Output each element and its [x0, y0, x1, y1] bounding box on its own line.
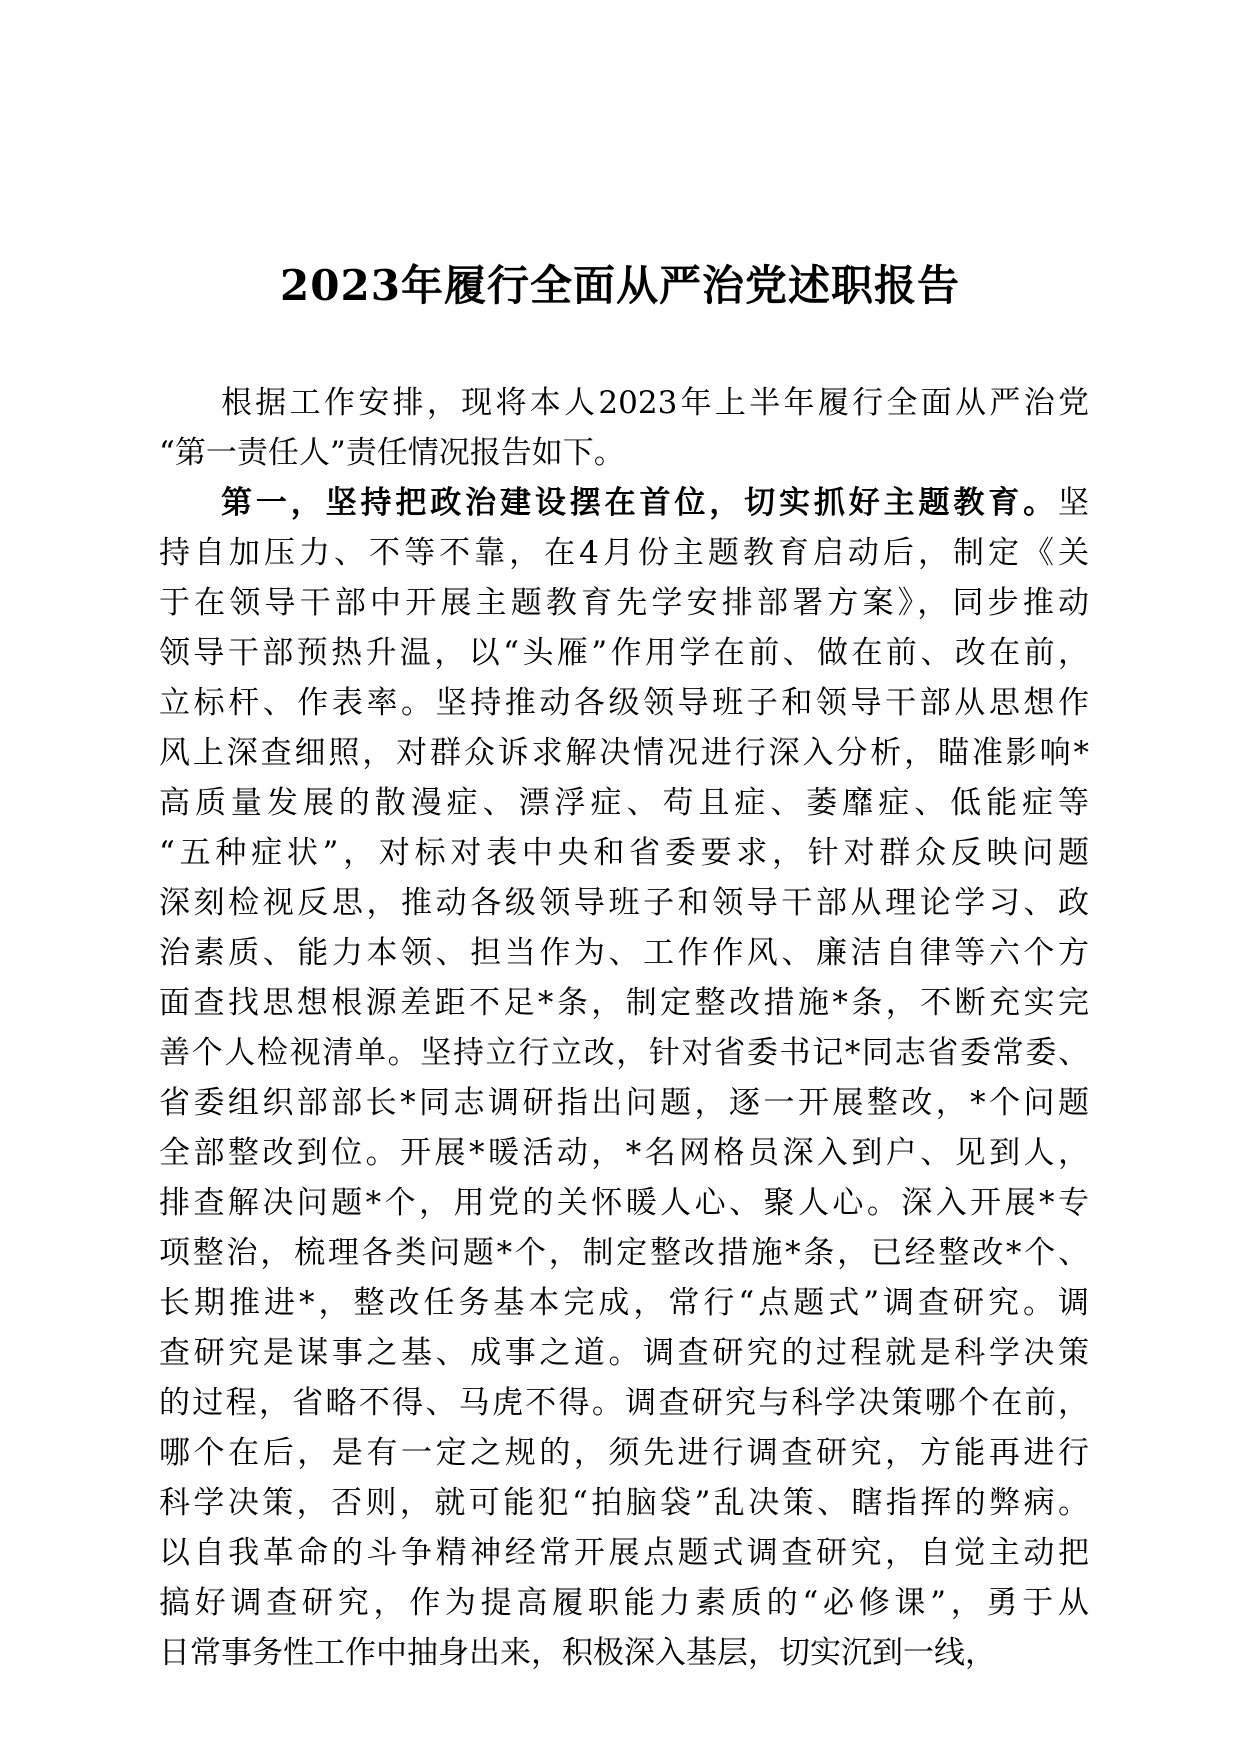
paragraph-2-line-16: 项整治，梳理各类问题*个，制定整改措施*条，已经整改*个、	[159, 1235, 1089, 1271]
paragraph-1-line-1: 根据工作安排，现将本人2023年上半年履行全面从严治党	[221, 385, 1089, 421]
paragraph-2-line-13: 省委组织部部长*同志调研指出问题，逐一开展整改，*个问题	[159, 1085, 1089, 1121]
paragraph-1-line-2: “第一责任人”责任情况报告如下。	[159, 435, 625, 471]
paragraph-2-line-24: 日常事务性工作中抽身出来，积极深入基层，切实沉到一线，	[159, 1635, 996, 1671]
paragraph-2-line-22: 以自我革命的斗争精神经常开展点题式调查研究，自觉主动把	[159, 1535, 1089, 1571]
paragraph-2-line-12: 善个人检视清单。坚持立行立改，针对省委书记*同志省委常委、	[159, 1035, 1089, 1071]
paragraph-2-line-3: 于在领导干部中开展主题教育先学安排部署方案》，同步推动	[159, 585, 1089, 621]
paragraph-2-line-11: 面查找思想根源差距不足*条，制定整改措施*条，不断充实完	[159, 985, 1089, 1021]
paragraph-2-line-15: 排查解决问题*个，用党的关怀暖人心、聚人心。深入开展*专	[159, 1185, 1089, 1221]
paragraph-2-line-20: 哪个在后，是有一定之规的，须先进行调查研究，方能再进行	[159, 1435, 1089, 1471]
paragraph-2-line-14: 全部整改到位。开展*暖活动，*名网格员深入到户、见到人，	[159, 1135, 1089, 1171]
paragraph-2-heading: 第一，坚持把政治建设摆在首位，切实抓好主题教育。	[221, 485, 1058, 521]
document-body	[159, 378, 1089, 1678]
paragraph-2-line-21: 科学决策，否则，就可能犯“拍脑袋”乱决策、瞎指挥的弊病。	[159, 1485, 1089, 1521]
paragraph-2-line-8: “五种症状”，对标对表中央和省委要求，针对群众反映问题	[159, 835, 1089, 871]
paragraph-2-line-6: 风上深查细照，对群众诉求解决情况进行深入分析，瞄准影响*	[159, 735, 1089, 771]
paragraph-2-line-4: 领导干部预热升温，以“头雁”作用学在前、做在前、改在前，	[159, 635, 1089, 671]
document-title: 2023年履行全面从严治党述职报告	[280, 261, 960, 310]
paragraph-2-line-23: 搞好调查研究，作为提高履职能力素质的“必修课”，勇于从	[159, 1585, 1089, 1621]
paragraph-2-line-7: 高质量发展的散漫症、漂浮症、苟且症、萎靡症、低能症等	[159, 785, 1089, 821]
paragraph-2-first-line-rest: 坚	[1058, 485, 1089, 521]
paragraph-2-line-2: 持自加压力、不等不靠，在4月份主题教育启动后，制定《关	[159, 535, 1089, 571]
paragraph-2-line-1	[159, 478, 1089, 528]
paragraph-2-line-17: 长期推进*，整改任务基本完成，常行“点题式”调查研究。调	[159, 1285, 1089, 1321]
paragraph-2-line-19: 的过程，省略不得、马虎不得。调查研究与科学决策哪个在前，	[159, 1385, 1089, 1421]
paragraph-2-line-18: 查研究是谋事之基、成事之道。调查研究的过程就是科学决策	[159, 1335, 1089, 1371]
paragraph-2-line-9: 深刻检视反思，推动各级领导班子和领导干部从理论学习、政	[159, 885, 1089, 921]
paragraph-2-line-5: 立标杆、作表率。坚持推动各级领导班子和领导干部从思想作	[159, 685, 1089, 721]
paragraph-2-line-10: 治素质、能力本领、担当作为、工作作风、廉洁自律等六个方	[159, 935, 1089, 971]
